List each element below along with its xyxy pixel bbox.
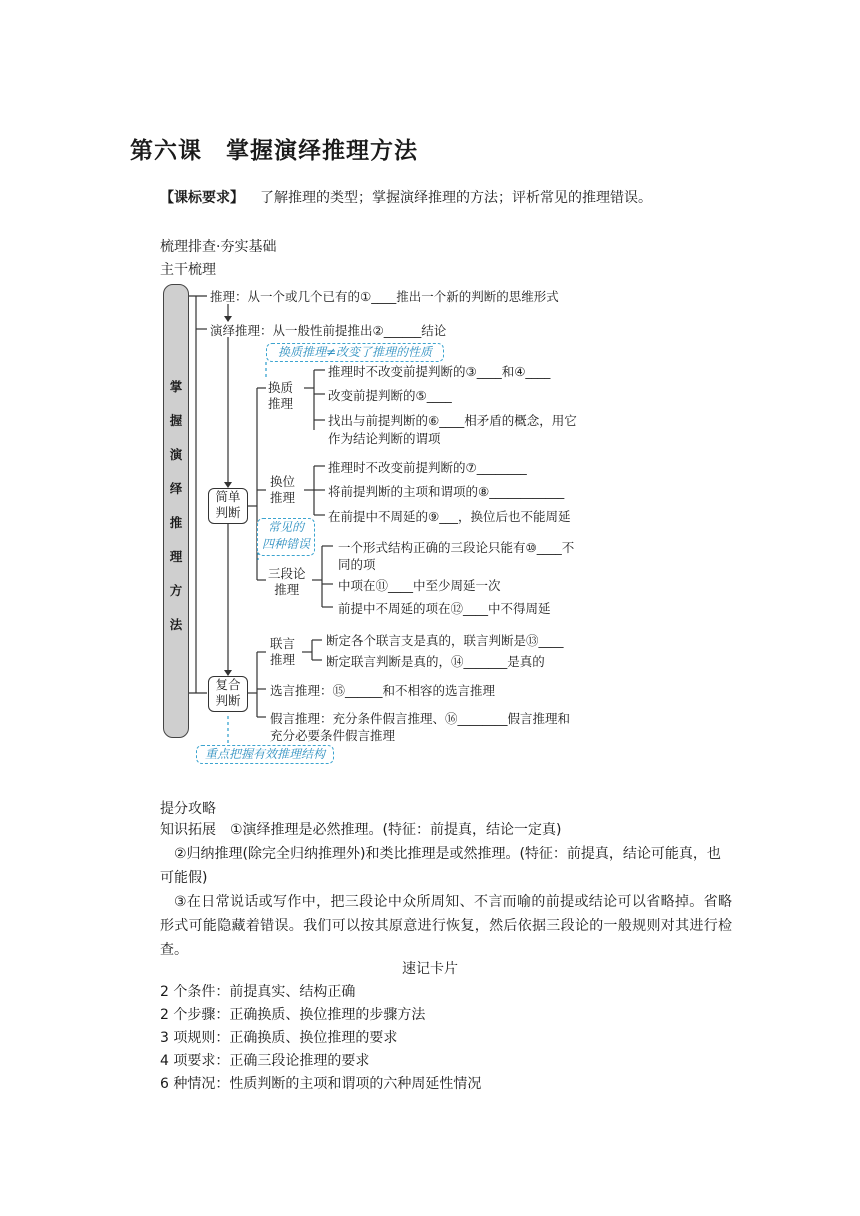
obversion-rule-cont: 作为结论判断的谓项 [328, 431, 441, 446]
conversion-label-line2: 推理 [270, 490, 296, 505]
compound-label-line2: 判断 [215, 693, 241, 708]
disjunctive-inference: 选言推理：⑮______和不相容的选言推理 [270, 683, 496, 698]
conversion-rule: 将前提判断的主项和谓项的⑧____________ [328, 484, 565, 499]
obversion-label-line2: 推理 [268, 396, 294, 411]
inference-definition: 推理：从一个或几个已有的①____推出一个新的判断的思维形式 [210, 289, 559, 304]
card-item: 2 个步骤：正确换质、换位推理的步骤方法 [160, 1007, 426, 1023]
syllogism-label-line1: 三段论 [268, 566, 306, 581]
hypothetical-inference: 假言推理：充分条件假言推理、⑯________假言推理和 [270, 711, 571, 726]
card-title: 速记卡片 [402, 961, 458, 977]
simple-judgement-box [208, 488, 248, 524]
sidebar-char: 法 [169, 617, 183, 632]
obversion-rule: 改变前提判断的⑤____ [328, 388, 452, 403]
syllogism-rule: 中项在⑪____中至少周延一次 [338, 578, 501, 593]
conversion-rule: 在前提中不周延的⑨___，换位后也不能周延 [328, 509, 571, 524]
sidebar-char: 推 [169, 515, 183, 530]
sidebar-char: 绎 [169, 481, 183, 496]
syllogism-label [268, 566, 306, 598]
conversion-label-line1: 换位 [270, 474, 296, 489]
simple-label-line1: 简单 [215, 489, 241, 504]
knowledge-p3: ③在日常说话或写作中，把三段论中众所周知、不言而喻的前提或结论可以省略掉。省略形式可能隐藏着错误。我们可以按其原意进行恢复，然后依据三段论的一般规则对其进行检查。 [160, 894, 732, 958]
sidebar-char: 握 [169, 413, 183, 428]
knowledge-p2: ②归纳推理(除完全归纳推理外)和类比推理是或然推理。(特征：前提真，结论可能真，也可能假) [160, 846, 721, 886]
card-item: 2 个条件：前提真实、结构正确 [160, 984, 356, 1000]
note-four-errors [257, 518, 315, 556]
knowledge-p1-text: ①演绎推理是必然推理。(特征：前提真，结论一定真) [230, 822, 562, 838]
note-valid-structure: 重点把握有效推理结构 [196, 745, 334, 764]
conversion-rule: 推理时不改变前提判断的⑦________ [328, 460, 527, 475]
note-four-errors-line2: 四种错误 [261, 537, 310, 551]
conjunctive-rule: 断定联言判断是真的，⑭_______是真的 [326, 654, 545, 669]
note-obversion: 换质推理≠改变了推理的性质 [266, 343, 444, 362]
note-four-errors-line1: 常见的 [267, 520, 304, 534]
simple-label-line2: 判断 [215, 505, 241, 520]
requirement-label: 【课标要求】 [160, 190, 244, 206]
compound-judgement-box [208, 676, 248, 712]
card-item: 3 项规则：正确换质、换位推理的要求 [160, 1030, 398, 1046]
obversion-label-line1: 换质 [268, 380, 294, 395]
conversion-label [270, 474, 295, 506]
sidebar-char: 演 [169, 447, 183, 462]
requirement-text: 了解推理的类型；掌握演绎推理的方法；评析常见的推理错误。 [260, 190, 652, 206]
knowledge-p1 [160, 818, 732, 842]
syllogism-rule: 前提中不周延的项在⑫____中不得周延 [338, 601, 551, 616]
knowledge-label: 知识拓展 [160, 822, 216, 838]
obversion-label [268, 380, 293, 412]
section-subheading-outline: 主干梳理 [160, 262, 216, 278]
section-heading-review: 梳理排查·夯实基础 [160, 239, 277, 255]
sidebar-char: 掌 [169, 379, 183, 394]
sidebar-char: 理 [169, 549, 183, 564]
compound-label-line1: 复合 [215, 677, 241, 692]
card-item: 6 种情况：性质判断的主项和谓项的六种周延性情况 [160, 1076, 482, 1092]
card-item: 4 项要求：正确三段论推理的要求 [160, 1053, 370, 1069]
syllogism-label-line2: 推理 [274, 582, 300, 597]
obversion-rule: 找出与前提判断的⑥____相矛盾的概念，用它 [328, 413, 577, 428]
conjunctive-rule: 断定各个联言支是真的，联言判断是⑬____ [326, 633, 564, 648]
obversion-rule: 推理时不改变前提判断的③____和④____ [328, 364, 551, 379]
page-title: 第六课 掌握演绎推理方法 [130, 138, 418, 164]
diagram-sidebar [163, 284, 189, 738]
sidebar-char: 方 [169, 583, 183, 598]
syllogism-rule: 一个形式结构正确的三段论只能有⑩____不 [338, 540, 575, 555]
hypothetical-inference-cont: 充分必要条件假言推理 [270, 728, 396, 743]
syllogism-rule-cont: 同的项 [338, 557, 376, 572]
deduction-definition: 演绎推理：从一般性前提推出②______结论 [210, 323, 447, 338]
conjunctive-label-line1: 联言 [270, 636, 296, 651]
section-heading-tips: 提分攻略 [160, 801, 216, 817]
conjunctive-label [270, 636, 295, 668]
conjunctive-label-line2: 推理 [270, 652, 296, 667]
